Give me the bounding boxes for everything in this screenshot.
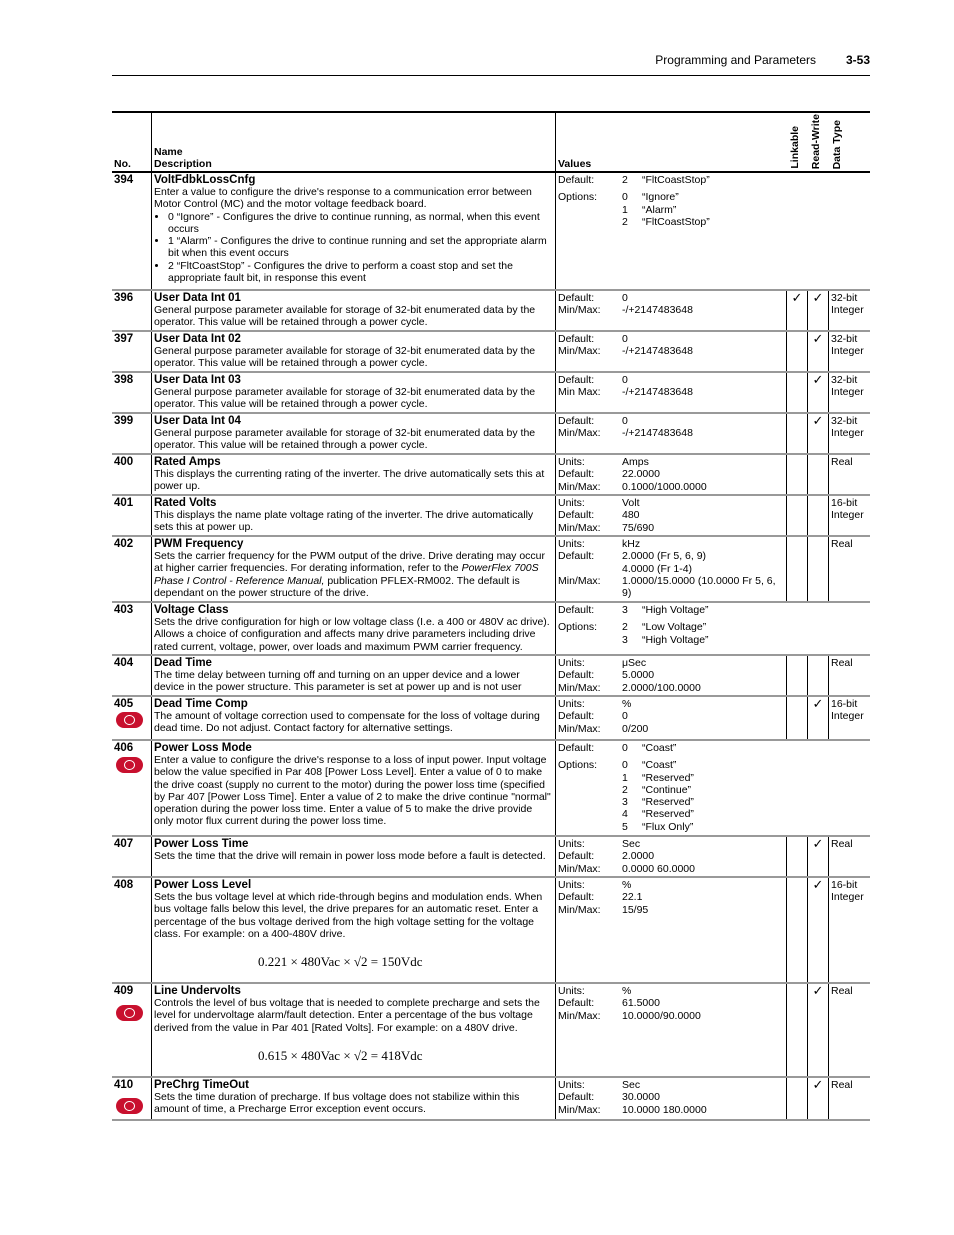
read-write-check-icon: ✓ (812, 373, 824, 387)
param-name: VoltFdbkLossCnfg (154, 174, 256, 186)
value-text: 0.0000 60.0000 (622, 862, 695, 875)
value-text: Sec (622, 1079, 641, 1091)
param-number: 394 (114, 174, 134, 186)
value-label: Units: (558, 1079, 585, 1091)
param-name: PreChrg TimeOut (154, 1079, 249, 1091)
data-type: Real (828, 837, 870, 876)
value-text: -/+2147483648 (622, 304, 693, 317)
column-header-no: No. (114, 158, 131, 170)
value-text: 5.0000 (622, 669, 655, 682)
value-label: Min/Max: (558, 903, 601, 916)
column-header-data-type: Data Type (831, 119, 843, 169)
data-type: 16-bit Integer (828, 496, 870, 535)
data-type: Real (828, 1078, 870, 1119)
stop-drive-icon (116, 757, 143, 773)
value-label: Default: (558, 415, 595, 427)
param-number: 397 (114, 333, 134, 345)
read-write-check-icon: ✓ (812, 414, 824, 428)
value-label: Default: (558, 374, 595, 386)
option-text: “Continue” (642, 783, 692, 796)
read-write-check-icon: ✓ (812, 291, 824, 305)
value-label: Default: (558, 997, 595, 1010)
param-number: 408 (114, 879, 134, 891)
data-type: 32-bit Integer (828, 291, 870, 330)
option-number: 5 (622, 820, 628, 833)
param-number: 407 (114, 838, 134, 850)
value-label: Default: (558, 1091, 595, 1104)
option-text: “Flux Only” (642, 820, 694, 833)
value-label: Units: (558, 985, 585, 997)
value-label: Min/Max: (558, 345, 601, 358)
value-text: Volt (622, 497, 640, 509)
value-text: 2.0000 (Fr 5, 6, 9) (622, 550, 707, 563)
value-label: Units: (558, 497, 585, 509)
value-label: Default: (558, 550, 595, 563)
read-write-check-icon: ✓ (812, 697, 824, 711)
param-name: Dead Time Comp (154, 698, 248, 710)
option-text: “Reserved” (642, 771, 694, 784)
param-number: 406 (114, 742, 134, 754)
value-text: % (622, 879, 632, 891)
param-description: The amount of voltage correction used to compensate for the loss of voltage during dead time. Do not adjust. Contact factory for alternative settings. (154, 710, 540, 735)
parameter-row-406 (112, 741, 870, 837)
value-label: Default: (558, 292, 595, 304)
value-text: 22.0000 (622, 468, 660, 481)
parameter-row-397 (112, 332, 870, 373)
option-text: “Reserved” (642, 808, 694, 821)
value-text: 10.0000/90.0000 (622, 1009, 701, 1022)
param-name: PWM Frequency (154, 538, 244, 550)
option-text: “Coast” (642, 759, 677, 772)
parameter-row-398 (112, 373, 870, 414)
header-rule (112, 75, 870, 76)
data-type: Real (828, 984, 870, 1076)
param-description: General purpose parameter available for storage of 32-bit enumerated data by the operator. This value will be retained through a power cycle. (154, 304, 536, 329)
default-label: Default: (558, 742, 595, 754)
param-description: This displays the name plate voltage rating of the inverter. The drive automatically sets this at power up. (154, 509, 534, 534)
value-text: 0.1000/1000.0000 (622, 480, 707, 493)
parameter-row-394 (112, 173, 870, 291)
value-text: % (622, 985, 632, 997)
column-header-values: Values (558, 158, 592, 170)
parameter-row-402 (112, 537, 870, 603)
param-name: User Data Int 02 (154, 333, 241, 345)
param-name: User Data Int 04 (154, 415, 241, 427)
option-text: “Reserved” (642, 796, 694, 809)
default-value: “FltCoastStop” (642, 174, 710, 186)
value-label: Min Max: (558, 386, 601, 399)
param-name: Power Loss Mode (154, 742, 252, 754)
column-header-name: Name (154, 146, 183, 158)
option-number: 2 (622, 215, 628, 228)
param-description: This displays the currenting rating of the inverter. The drive automatically sets this at power up. (154, 468, 545, 493)
value-text: 2.0000/100.0000 (622, 681, 701, 694)
value-text: 15/95 (622, 903, 649, 916)
data-type: Real (828, 537, 870, 601)
linkable-check-icon: ✓ (791, 291, 803, 305)
default-label: Default: (558, 174, 595, 186)
value-label: Min/Max: (558, 1009, 601, 1022)
value-text: -/+2147483648 (622, 427, 693, 440)
param-description: Sets the drive configuration for high or low voltage class (I.e. a 400 or 480V ac drive). Allows a choice of configuration and affects many drive parameters including drive rated current, voltage, power, over loads and maximum PWM carrier frequency. (154, 616, 550, 653)
param-option-bullet: • 0 “Ignore” - Configures the drive to continue running, as normal, when this event occurs (168, 211, 553, 236)
voltage-formula: 0.221 × 480Vac × √2 = 150Vdc (258, 954, 423, 970)
value-text: -/+2147483648 (622, 386, 693, 399)
value-text: 75/690 (622, 521, 655, 534)
param-description: Enter a value to configure the drive's response to a loss of input power. Input voltage below the value specified in Par 408 [Power Loss Level]. Enter a value of 0 to make the drive coast (supply no current to the motor) during the power loss time (specified by Par 407 [Power Loss Time]. Enter a value of 2 to make the drive continue "normal" operation during the power loss time. Enter a value of 5 to make the drive provide only motor flux current during the power loss time. (154, 754, 551, 828)
stop-drive-icon (116, 1005, 143, 1021)
default-label: Default: (558, 604, 595, 616)
param-name: Line Undervolts (154, 985, 241, 997)
param-description: Controls the level of bus voltage that is needed to complete precharge and sets the level for undervoltage alarm/fault detection. Enter a percentage of the bus voltage derived from the value in Par 401 [Rated Volts]. For example: on a 480V drive. (154, 997, 540, 1034)
param-option-bullet: • 1 “Alarm” - Configures the drive to continue running and set the appropriate alarm bit when this event occurs (168, 235, 553, 260)
value-text: 0 (622, 333, 628, 345)
parameter-row-401 (112, 496, 870, 537)
option-number: 2 (622, 783, 628, 796)
option-number: 2 (622, 621, 628, 634)
value-text: Sec (622, 838, 641, 850)
value-label: Min/Max: (558, 480, 601, 493)
data-type: Real (828, 455, 870, 494)
column-header-description: Description (154, 158, 212, 170)
value-label: Default: (558, 333, 595, 345)
value-text: 61.5000 (622, 997, 660, 1010)
data-type: 16-bit Integer (828, 697, 870, 739)
read-write-check-icon: ✓ (812, 837, 824, 851)
param-description: Sets the bus voltage level at which ride-through begins and modulation ends. When bus voltage falls below this level, the drive prepares for an automatic reset. Enter a percentage of the bus voltage derived from the high voltage setting for the voltage class. For example: on a 400-480V drive. (154, 891, 543, 940)
param-name: Voltage Class (154, 604, 229, 616)
value-label: Units: (558, 456, 585, 468)
param-number: 405 (114, 698, 134, 710)
option-text: “Low Voltage” (642, 621, 707, 634)
value-text: 0 (622, 415, 628, 427)
param-option-bullet: • 2 “FltCoastStop” - Configures the drive to perform a coast stop and set the appropriate fault bit, in response this event (168, 260, 553, 285)
value-label: Min/Max: (558, 862, 601, 875)
param-number: 396 (114, 292, 134, 304)
data-type: 32-bit Integer (828, 332, 870, 371)
value-label: Min/Max: (558, 574, 601, 587)
parameter-row-408 (112, 878, 870, 984)
value-label: Units: (558, 879, 585, 891)
page-header-title: Programming and Parameters (655, 53, 816, 67)
read-write-check-icon: ✓ (812, 984, 824, 998)
table-header-row (112, 113, 870, 173)
read-write-check-icon: ✓ (812, 1078, 824, 1092)
parameter-row-407 (112, 837, 870, 878)
stop-drive-icon (116, 712, 143, 728)
value-text: Amps (622, 456, 649, 468)
parameter-row-410 (112, 1078, 870, 1121)
value-text: 2.0000 (622, 850, 655, 863)
parameter-row-396 (112, 291, 870, 332)
value-label: Default: (558, 468, 595, 481)
value-label: Min/Max: (558, 304, 601, 317)
data-type: Real (828, 656, 870, 695)
option-number: 1 (622, 203, 628, 216)
option-number: 3 (622, 633, 628, 646)
data-type: 32-bit Integer (828, 373, 870, 412)
param-description: Sets the time that the drive will remain in power loss mode before a fault is detected. (154, 850, 546, 862)
parameter-row-403 (112, 603, 870, 656)
value-text: 10.0000 180.0000 (622, 1103, 707, 1116)
param-number: 399 (114, 415, 134, 427)
param-number: 398 (114, 374, 134, 386)
column-header-linkable: Linkable (789, 126, 801, 169)
value-label: Units: (558, 838, 585, 850)
param-name: User Data Int 03 (154, 374, 241, 386)
parameter-row-400 (112, 455, 870, 496)
reference-manual-title: PowerFlex 700S Phase I Control - Reference Manual, (154, 562, 539, 587)
value-label: Default: (558, 509, 595, 522)
parameter-row-405 (112, 697, 870, 741)
param-number: 400 (114, 456, 134, 468)
option-text: “Ignore” (642, 191, 679, 204)
value-text: 0 (622, 710, 628, 723)
value-text: 1.0000/15.0000 (10.0000 Fr 5, 6, 9) (622, 574, 776, 600)
value-label: Units: (558, 657, 585, 669)
param-description: Enter a value to configure the drive's response to a communication error between Motor Control (MC) and the motor voltage feedback board. (154, 186, 532, 211)
value-label: Units: (558, 538, 585, 550)
param-description: Sets the carrier frequency for the PWM output of the drive. Drive derating may occur at higher carrier frequencies. For derating information, refer to the PowerFlex 700S Phase I Control - Reference Manual, publication PFLEX-RM002. The default is dependant on the power structure of the drive. (154, 550, 546, 599)
value-text: -/+2147483648 (622, 345, 693, 358)
value-text: 22.1 (622, 891, 643, 904)
value-text: 30.0000 (622, 1091, 660, 1104)
default-number: 2 (622, 174, 628, 186)
param-number: 401 (114, 497, 134, 509)
param-name: Power Loss Level (154, 879, 252, 891)
param-name: Power Loss Time (154, 838, 249, 850)
voltage-formula: 0.615 × 480Vac × √2 = 418Vdc (258, 1047, 423, 1063)
value-text: kHz (622, 538, 641, 550)
param-name: User Data Int 01 (154, 292, 241, 304)
read-write-check-icon: ✓ (812, 332, 824, 346)
param-description: General purpose parameter available for storage of 32-bit enumerated data by the operator. This value will be retained through a power cycle. (154, 386, 536, 411)
param-number: 409 (114, 985, 134, 997)
param-name: Rated Volts (154, 497, 217, 509)
options-label: Options: (558, 759, 598, 772)
option-number: 3 (622, 796, 628, 809)
parameter-row-399 (112, 414, 870, 455)
option-text: “High Voltage” (642, 633, 709, 646)
value-text: % (622, 698, 632, 710)
value-text: 0 (622, 292, 628, 304)
value-label: Default: (558, 850, 595, 863)
option-number: 4 (622, 808, 628, 821)
value-text: 4.0000 (Fr 1-4) (622, 562, 693, 575)
stop-drive-icon (116, 1098, 143, 1114)
options-label: Options: (558, 621, 598, 634)
default-number: 0 (622, 742, 628, 754)
value-label: Min/Max: (558, 681, 601, 694)
option-text: “Alarm” (642, 203, 677, 216)
parameter-row-409 (112, 984, 870, 1078)
value-label: Default: (558, 669, 595, 682)
param-number: 402 (114, 538, 134, 550)
param-number: 410 (114, 1079, 134, 1091)
value-label: Default: (558, 710, 595, 723)
option-number: 0 (622, 191, 628, 204)
data-type: 16-bit Integer (828, 878, 870, 982)
param-description: General purpose parameter available for storage of 32-bit enumerated data by the operator. This value will be retained through a power cycle. (154, 427, 536, 452)
default-value: “High Voltage” (642, 604, 709, 616)
param-name: Rated Amps (154, 456, 221, 468)
param-description: The time delay between turning off and turning on an upper device and a lower device in the power structure. This parameter is set at power up and is not user (154, 669, 522, 694)
options-label: Options: (558, 191, 598, 204)
param-name: Dead Time (154, 657, 212, 669)
param-number: 403 (114, 604, 134, 616)
value-text: 0/200 (622, 722, 649, 735)
default-value: “Coast” (642, 742, 677, 754)
read-write-check-icon: ✓ (812, 878, 824, 892)
option-text: “FltCoastStop” (642, 215, 710, 228)
column-header-read-write: Read-Write (810, 113, 822, 169)
param-description: Sets the time duration of precharge. If bus voltage does not stabilize within this amount of time, a Precharge Error exception event occurs. (154, 1091, 520, 1116)
value-text: 480 (622, 509, 640, 522)
value-label: Units: (558, 698, 585, 710)
data-type: 32-bit Integer (828, 414, 870, 453)
param-number: 404 (114, 657, 134, 669)
page-number: 3-53 (845, 53, 870, 67)
parameter-table (112, 111, 870, 1121)
value-label: Min/Max: (558, 521, 601, 534)
param-description: General purpose parameter available for storage of 32-bit enumerated data by the operator. This value will be retained through a power cycle. (154, 345, 536, 370)
value-label: Min/Max: (558, 427, 601, 440)
parameter-row-404 (112, 656, 870, 697)
option-number: 1 (622, 771, 628, 784)
value-label: Min/Max: (558, 722, 601, 735)
value-text: μSec (622, 657, 647, 669)
option-number: 0 (622, 759, 628, 772)
value-text: 0 (622, 374, 628, 386)
value-label: Min/Max: (558, 1103, 601, 1116)
value-label: Default: (558, 891, 595, 904)
default-number: 3 (622, 604, 628, 616)
